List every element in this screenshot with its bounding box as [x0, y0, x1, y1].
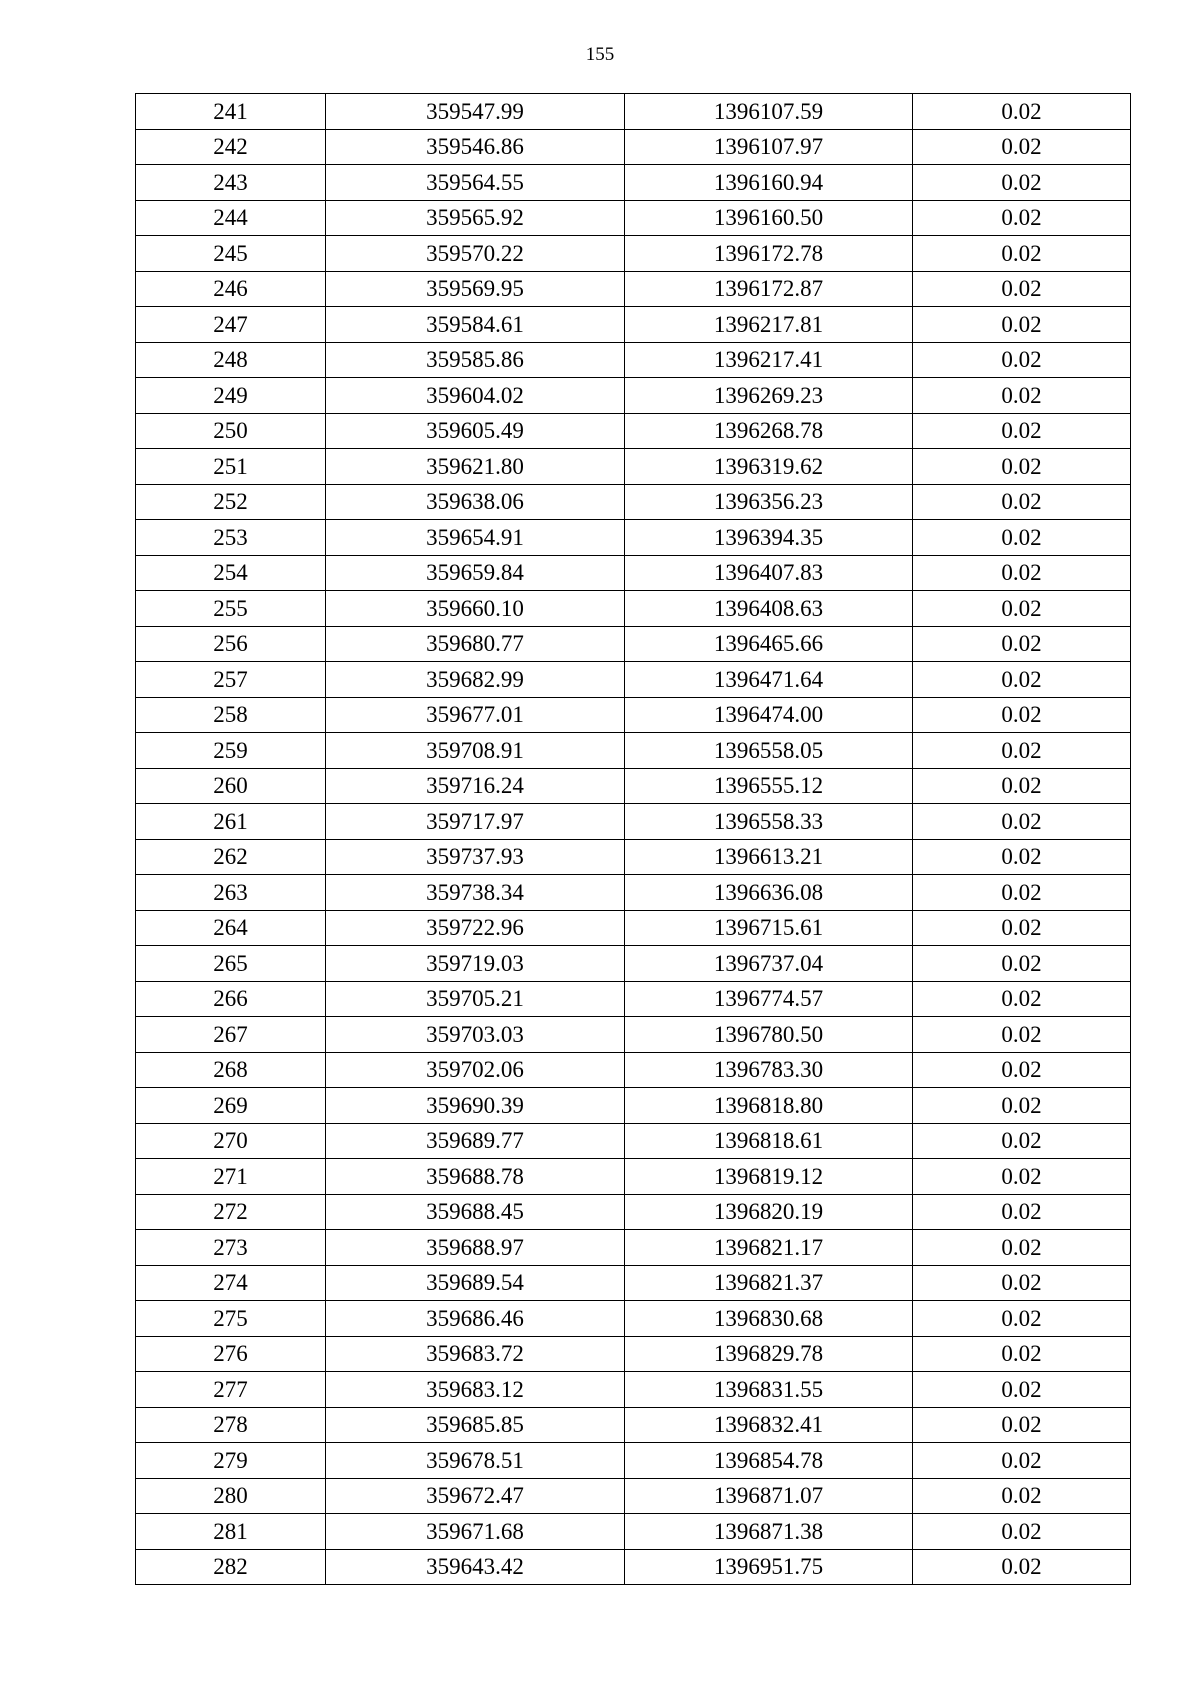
- point-number-cell: 246: [136, 271, 326, 307]
- point-number-cell: 278: [136, 1407, 326, 1443]
- x-coordinate-cell: 359638.06: [326, 484, 625, 520]
- y-coordinate-cell: 1396636.08: [625, 875, 913, 911]
- table-row: [136, 1478, 1131, 1514]
- y-coordinate-cell: 1396160.50: [625, 200, 913, 236]
- x-coordinate-cell: 359654.91: [326, 520, 625, 556]
- table-row: [136, 1514, 1131, 1550]
- point-number-cell: 281: [136, 1514, 326, 1550]
- table-row: [136, 1265, 1131, 1301]
- point-number-cell: 269: [136, 1088, 326, 1124]
- error-value-cell: 0.02: [913, 591, 1131, 627]
- y-coordinate-cell: 1396269.23: [625, 378, 913, 414]
- error-value-cell: 0.02: [913, 129, 1131, 165]
- table-row: [136, 946, 1131, 982]
- table-row: [136, 342, 1131, 378]
- error-value-cell: 0.02: [913, 662, 1131, 698]
- point-number-cell: 249: [136, 378, 326, 414]
- error-value-cell: 0.02: [913, 236, 1131, 272]
- y-coordinate-cell: 1396821.37: [625, 1265, 913, 1301]
- table-row: [136, 236, 1131, 272]
- table-row: [136, 449, 1131, 485]
- table-row: [136, 591, 1131, 627]
- error-value-cell: 0.02: [913, 165, 1131, 201]
- x-coordinate-cell: 359604.02: [326, 378, 625, 414]
- coordinates-table: [135, 93, 1131, 1585]
- x-coordinate-cell: 359719.03: [326, 946, 625, 982]
- point-number-cell: 242: [136, 129, 326, 165]
- error-value-cell: 0.02: [913, 768, 1131, 804]
- y-coordinate-cell: 1396818.61: [625, 1123, 913, 1159]
- point-number-cell: 243: [136, 165, 326, 201]
- point-number-cell: 244: [136, 200, 326, 236]
- y-coordinate-cell: 1396820.19: [625, 1194, 913, 1230]
- table-row: [136, 768, 1131, 804]
- point-number-cell: 250: [136, 413, 326, 449]
- error-value-cell: 0.02: [913, 1159, 1131, 1195]
- point-number-cell: 267: [136, 1017, 326, 1053]
- y-coordinate-cell: 1396407.83: [625, 555, 913, 591]
- table-row: [136, 520, 1131, 556]
- y-coordinate-cell: 1396471.64: [625, 662, 913, 698]
- point-number-cell: 274: [136, 1265, 326, 1301]
- error-value-cell: 0.02: [913, 1514, 1131, 1550]
- point-number-cell: 260: [136, 768, 326, 804]
- point-number-cell: 255: [136, 591, 326, 627]
- table-row: [136, 1230, 1131, 1266]
- error-value-cell: 0.02: [913, 839, 1131, 875]
- error-value-cell: 0.02: [913, 946, 1131, 982]
- x-coordinate-cell: 359671.68: [326, 1514, 625, 1550]
- error-value-cell: 0.02: [913, 1265, 1131, 1301]
- table-row: [136, 94, 1131, 130]
- x-coordinate-cell: 359688.97: [326, 1230, 625, 1266]
- x-coordinate-cell: 359717.97: [326, 804, 625, 840]
- point-number-cell: 254: [136, 555, 326, 591]
- error-value-cell: 0.02: [913, 1301, 1131, 1337]
- table-row: [136, 1194, 1131, 1230]
- x-coordinate-cell: 359569.95: [326, 271, 625, 307]
- y-coordinate-cell: 1396613.21: [625, 839, 913, 875]
- point-number-cell: 277: [136, 1372, 326, 1408]
- x-coordinate-cell: 359546.86: [326, 129, 625, 165]
- error-value-cell: 0.02: [913, 1052, 1131, 1088]
- point-number-cell: 268: [136, 1052, 326, 1088]
- x-coordinate-cell: 359688.45: [326, 1194, 625, 1230]
- x-coordinate-cell: 359678.51: [326, 1443, 625, 1479]
- x-coordinate-cell: 359716.24: [326, 768, 625, 804]
- error-value-cell: 0.02: [913, 1017, 1131, 1053]
- y-coordinate-cell: 1396319.62: [625, 449, 913, 485]
- table-row: [136, 1336, 1131, 1372]
- y-coordinate-cell: 1396474.00: [625, 697, 913, 733]
- point-number-cell: 275: [136, 1301, 326, 1337]
- x-coordinate-cell: 359686.46: [326, 1301, 625, 1337]
- y-coordinate-cell: 1396818.80: [625, 1088, 913, 1124]
- table-row: [136, 697, 1131, 733]
- x-coordinate-cell: 359677.01: [326, 697, 625, 733]
- x-coordinate-cell: 359584.61: [326, 307, 625, 343]
- table-row: [136, 839, 1131, 875]
- y-coordinate-cell: 1396821.17: [625, 1230, 913, 1266]
- error-value-cell: 0.02: [913, 910, 1131, 946]
- table-row: [136, 910, 1131, 946]
- y-coordinate-cell: 1396107.97: [625, 129, 913, 165]
- error-value-cell: 0.02: [913, 804, 1131, 840]
- x-coordinate-cell: 359659.84: [326, 555, 625, 591]
- error-value-cell: 0.02: [913, 200, 1131, 236]
- x-coordinate-cell: 359680.77: [326, 626, 625, 662]
- y-coordinate-cell: 1396217.81: [625, 307, 913, 343]
- point-number-cell: 251: [136, 449, 326, 485]
- y-coordinate-cell: 1396558.05: [625, 733, 913, 769]
- error-value-cell: 0.02: [913, 626, 1131, 662]
- x-coordinate-cell: 359682.99: [326, 662, 625, 698]
- table-row: [136, 804, 1131, 840]
- y-coordinate-cell: 1396854.78: [625, 1443, 913, 1479]
- point-number-cell: 261: [136, 804, 326, 840]
- y-coordinate-cell: 1396217.41: [625, 342, 913, 378]
- point-number-cell: 264: [136, 910, 326, 946]
- point-number-cell: 247: [136, 307, 326, 343]
- coordinates-table-body: [136, 94, 1131, 1585]
- table-row: [136, 1372, 1131, 1408]
- y-coordinate-cell: 1396172.87: [625, 271, 913, 307]
- error-value-cell: 0.02: [913, 342, 1131, 378]
- x-coordinate-cell: 359738.34: [326, 875, 625, 911]
- point-number-cell: 257: [136, 662, 326, 698]
- point-number-cell: 245: [136, 236, 326, 272]
- point-number-cell: 273: [136, 1230, 326, 1266]
- error-value-cell: 0.02: [913, 449, 1131, 485]
- error-value-cell: 0.02: [913, 520, 1131, 556]
- y-coordinate-cell: 1396356.23: [625, 484, 913, 520]
- point-number-cell: 270: [136, 1123, 326, 1159]
- table-row: [136, 1159, 1131, 1195]
- table-row: [136, 1088, 1131, 1124]
- y-coordinate-cell: 1396871.07: [625, 1478, 913, 1514]
- table-row: [136, 1017, 1131, 1053]
- x-coordinate-cell: 359660.10: [326, 591, 625, 627]
- table-row: [136, 307, 1131, 343]
- x-coordinate-cell: 359683.72: [326, 1336, 625, 1372]
- x-coordinate-cell: 359565.92: [326, 200, 625, 236]
- x-coordinate-cell: 359722.96: [326, 910, 625, 946]
- y-coordinate-cell: 1396830.68: [625, 1301, 913, 1337]
- y-coordinate-cell: 1396172.78: [625, 236, 913, 272]
- error-value-cell: 0.02: [913, 1088, 1131, 1124]
- y-coordinate-cell: 1396819.12: [625, 1159, 913, 1195]
- error-value-cell: 0.02: [913, 1123, 1131, 1159]
- x-coordinate-cell: 359689.54: [326, 1265, 625, 1301]
- table-row: [136, 1407, 1131, 1443]
- y-coordinate-cell: 1396465.66: [625, 626, 913, 662]
- x-coordinate-cell: 359702.06: [326, 1052, 625, 1088]
- error-value-cell: 0.02: [913, 1230, 1131, 1266]
- x-coordinate-cell: 359685.85: [326, 1407, 625, 1443]
- table-row: [136, 1301, 1131, 1337]
- error-value-cell: 0.02: [913, 484, 1131, 520]
- error-value-cell: 0.02: [913, 1372, 1131, 1408]
- x-coordinate-cell: 359643.42: [326, 1549, 625, 1585]
- point-number-cell: 265: [136, 946, 326, 982]
- error-value-cell: 0.02: [913, 413, 1131, 449]
- x-coordinate-cell: 359689.77: [326, 1123, 625, 1159]
- error-value-cell: 0.02: [913, 875, 1131, 911]
- x-coordinate-cell: 359737.93: [326, 839, 625, 875]
- x-coordinate-cell: 359605.49: [326, 413, 625, 449]
- point-number-cell: 276: [136, 1336, 326, 1372]
- table-row: [136, 200, 1131, 236]
- y-coordinate-cell: 1396408.63: [625, 591, 913, 627]
- table-row: [136, 1443, 1131, 1479]
- y-coordinate-cell: 1396737.04: [625, 946, 913, 982]
- point-number-cell: 253: [136, 520, 326, 556]
- point-number-cell: 258: [136, 697, 326, 733]
- y-coordinate-cell: 1396780.50: [625, 1017, 913, 1053]
- y-coordinate-cell: 1396555.12: [625, 768, 913, 804]
- error-value-cell: 0.02: [913, 1407, 1131, 1443]
- error-value-cell: 0.02: [913, 378, 1131, 414]
- table-row: [136, 1123, 1131, 1159]
- x-coordinate-cell: 359585.86: [326, 342, 625, 378]
- table-row: [136, 555, 1131, 591]
- x-coordinate-cell: 359690.39: [326, 1088, 625, 1124]
- table-row: [136, 165, 1131, 201]
- point-number-cell: 262: [136, 839, 326, 875]
- error-value-cell: 0.02: [913, 1194, 1131, 1230]
- y-coordinate-cell: 1396831.55: [625, 1372, 913, 1408]
- point-number-cell: 272: [136, 1194, 326, 1230]
- table-row: [136, 271, 1131, 307]
- point-number-cell: 259: [136, 733, 326, 769]
- page-number: 155: [585, 44, 615, 65]
- table-row: [136, 733, 1131, 769]
- point-number-cell: 279: [136, 1443, 326, 1479]
- table-row: [136, 1052, 1131, 1088]
- table-row: [136, 378, 1131, 414]
- error-value-cell: 0.02: [913, 271, 1131, 307]
- y-coordinate-cell: 1396871.38: [625, 1514, 913, 1550]
- x-coordinate-cell: 359672.47: [326, 1478, 625, 1514]
- table-row: [136, 129, 1131, 165]
- point-number-cell: 256: [136, 626, 326, 662]
- x-coordinate-cell: 359564.55: [326, 165, 625, 201]
- error-value-cell: 0.02: [913, 94, 1131, 130]
- table-row: [136, 981, 1131, 1017]
- x-coordinate-cell: 359703.03: [326, 1017, 625, 1053]
- x-coordinate-cell: 359683.12: [326, 1372, 625, 1408]
- point-number-cell: 252: [136, 484, 326, 520]
- error-value-cell: 0.02: [913, 307, 1131, 343]
- y-coordinate-cell: 1396160.94: [625, 165, 913, 201]
- point-number-cell: 271: [136, 1159, 326, 1195]
- x-coordinate-cell: 359621.80: [326, 449, 625, 485]
- table-row: [136, 875, 1131, 911]
- point-number-cell: 263: [136, 875, 326, 911]
- error-value-cell: 0.02: [913, 555, 1131, 591]
- y-coordinate-cell: 1396783.30: [625, 1052, 913, 1088]
- point-number-cell: 282: [136, 1549, 326, 1585]
- x-coordinate-cell: 359688.78: [326, 1159, 625, 1195]
- point-number-cell: 241: [136, 94, 326, 130]
- error-value-cell: 0.02: [913, 1443, 1131, 1479]
- error-value-cell: 0.02: [913, 981, 1131, 1017]
- y-coordinate-cell: 1396832.41: [625, 1407, 913, 1443]
- table-row: [136, 626, 1131, 662]
- y-coordinate-cell: 1396394.35: [625, 520, 913, 556]
- error-value-cell: 0.02: [913, 733, 1131, 769]
- y-coordinate-cell: 1396558.33: [625, 804, 913, 840]
- table-row: [136, 484, 1131, 520]
- y-coordinate-cell: 1396829.78: [625, 1336, 913, 1372]
- table-row: [136, 413, 1131, 449]
- error-value-cell: 0.02: [913, 1336, 1131, 1372]
- x-coordinate-cell: 359570.22: [326, 236, 625, 272]
- x-coordinate-cell: 359547.99: [326, 94, 625, 130]
- x-coordinate-cell: 359705.21: [326, 981, 625, 1017]
- y-coordinate-cell: 1396107.59: [625, 94, 913, 130]
- error-value-cell: 0.02: [913, 697, 1131, 733]
- point-number-cell: 248: [136, 342, 326, 378]
- y-coordinate-cell: 1396951.75: [625, 1549, 913, 1585]
- point-number-cell: 280: [136, 1478, 326, 1514]
- error-value-cell: 0.02: [913, 1478, 1131, 1514]
- y-coordinate-cell: 1396774.57: [625, 981, 913, 1017]
- table-row: [136, 1549, 1131, 1585]
- x-coordinate-cell: 359708.91: [326, 733, 625, 769]
- y-coordinate-cell: 1396268.78: [625, 413, 913, 449]
- y-coordinate-cell: 1396715.61: [625, 910, 913, 946]
- table-row: [136, 662, 1131, 698]
- point-number-cell: 266: [136, 981, 326, 1017]
- error-value-cell: 0.02: [913, 1549, 1131, 1585]
